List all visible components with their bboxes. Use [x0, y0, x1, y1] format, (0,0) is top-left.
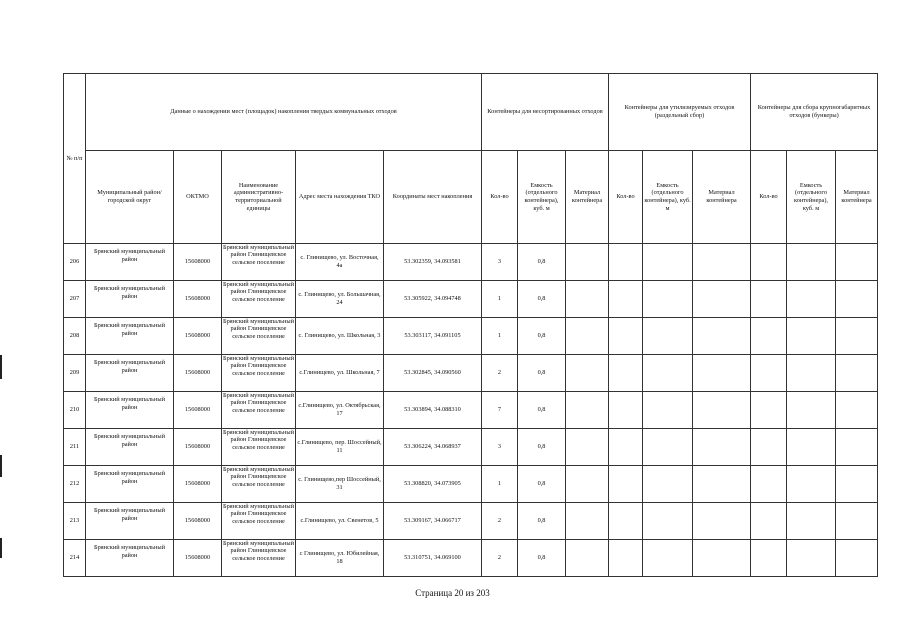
cell-capacity: 0,8: [518, 355, 566, 392]
cell-admin: Брянский муниципальный район Глинищевское сельское поселение: [222, 244, 296, 281]
table-row: [64, 355, 878, 392]
cell-admin: Брянский муниципальный район Глинищевское сельское поселение: [222, 503, 296, 540]
site-data-group-header: Данные о нахождении мест (площадок) накопления твердых коммунальных отходов: [86, 74, 482, 151]
cell-qty: 1: [482, 466, 518, 503]
cell-coords: 53.303117, 34.091105: [384, 318, 482, 355]
empty-cell: [643, 429, 693, 466]
bulky-containers-group-header: Контейнеры для сбора крупногабаритных отходов (бункеры): [751, 74, 878, 151]
empty-cell: [693, 355, 751, 392]
empty-cell: [643, 244, 693, 281]
left-edge-mark: [0, 455, 2, 477]
col-admin-unit-header: Наименование административно-территориальной единицы: [222, 151, 296, 244]
cell-capacity: 0,8: [518, 466, 566, 503]
cell-qty: 7: [482, 392, 518, 429]
empty-cell: [643, 281, 693, 318]
cell-admin: Брянский муниципальный район Глинищевское сельское поселение: [222, 355, 296, 392]
empty-cell: [566, 466, 609, 503]
cell-coords: 53.306224, 34.068937: [384, 429, 482, 466]
cell-coords: 53.309167, 34.066717: [384, 503, 482, 540]
empty-cell: [693, 392, 751, 429]
cell-oktmo: 15608000: [174, 281, 222, 318]
empty-cell: [787, 355, 836, 392]
cell-coords: 53.310751, 34.069100: [384, 540, 482, 577]
empty-cell: [609, 355, 643, 392]
cell-admin: Брянский муниципальный район Глинищевское сельское поселение: [222, 466, 296, 503]
header-columns-row: [64, 151, 878, 244]
table-row: [64, 244, 878, 281]
cell-address: с. Глинищево, ул. Школьная, 3: [296, 318, 384, 355]
cell-admin: Брянский муниципальный район Глинищевское сельское поселение: [222, 429, 296, 466]
table-row: [64, 540, 878, 577]
empty-cell: [693, 429, 751, 466]
cell-address: с. Глинищево, ул. Большачная, 24: [296, 281, 384, 318]
cell-oktmo: 15608000: [174, 244, 222, 281]
cell-admin: Брянский муниципальный район Глинищевское сельское поселение: [222, 318, 296, 355]
col-capacity2-header: Емкость (отдельного контейнера), куб. м: [643, 151, 693, 244]
col-material-header: Материал контейнера: [566, 151, 609, 244]
col-capacity-header: Емкость (отдельного контейнера), куб. м: [518, 151, 566, 244]
cell-oktmo: 15608000: [174, 392, 222, 429]
empty-cell: [836, 429, 878, 466]
cell-municipality: Брянский муниципальный район: [86, 466, 174, 503]
cell-oktmo: 15608000: [174, 355, 222, 392]
cell-municipality: Брянский муниципальный район: [86, 355, 174, 392]
empty-cell: [751, 540, 787, 577]
empty-cell: [693, 244, 751, 281]
col-address-header: Адрес места нахождения ТКО: [296, 151, 384, 244]
cell-num: 213: [64, 503, 86, 540]
empty-cell: [836, 355, 878, 392]
cell-address: с. Глинищево, ул. Восточная, 4а: [296, 244, 384, 281]
empty-cell: [643, 503, 693, 540]
empty-cell: [609, 429, 643, 466]
col-oktmo-header: ОКТМО: [174, 151, 222, 244]
cell-capacity: 0,8: [518, 318, 566, 355]
cell-qty: 1: [482, 318, 518, 355]
left-edge-mark: [0, 355, 2, 379]
table-row: [64, 466, 878, 503]
cell-municipality: Брянский муниципальный район: [86, 281, 174, 318]
cell-num: 211: [64, 429, 86, 466]
cell-qty: 2: [482, 355, 518, 392]
cell-qty: 3: [482, 429, 518, 466]
empty-cell: [609, 244, 643, 281]
empty-cell: [609, 281, 643, 318]
left-edge-mark: [0, 538, 2, 558]
cell-num: 209: [64, 355, 86, 392]
empty-cell: [787, 429, 836, 466]
table-body: [64, 244, 878, 577]
empty-cell: [836, 503, 878, 540]
empty-cell: [836, 318, 878, 355]
empty-cell: [751, 318, 787, 355]
cell-municipality: Брянский муниципальный район: [86, 318, 174, 355]
cell-municipality: Брянский муниципальный район: [86, 392, 174, 429]
cell-capacity: 0,8: [518, 429, 566, 466]
empty-cell: [787, 540, 836, 577]
empty-cell: [609, 392, 643, 429]
cell-oktmo: 15608000: [174, 466, 222, 503]
cell-capacity: 0,8: [518, 281, 566, 318]
table-row: [64, 392, 878, 429]
empty-cell: [751, 244, 787, 281]
empty-cell: [609, 318, 643, 355]
table-row: [64, 429, 878, 466]
empty-cell: [566, 429, 609, 466]
cell-municipality: Брянский муниципальный район: [86, 244, 174, 281]
cell-coords: 53.308820, 34.073905: [384, 466, 482, 503]
cell-coords: 53.302359, 34.093581: [384, 244, 482, 281]
sorted-containers-group-header: Контейнеры для утилизируемых отходов (раздельный сбор): [609, 74, 751, 151]
empty-cell: [751, 281, 787, 318]
table-row: [64, 503, 878, 540]
empty-cell: [693, 540, 751, 577]
cell-num: 206: [64, 244, 86, 281]
cell-admin: Брянский муниципальный район Глинищевское сельское поселение: [222, 392, 296, 429]
empty-cell: [643, 466, 693, 503]
empty-cell: [566, 540, 609, 577]
empty-cell: [836, 540, 878, 577]
cell-address: с. Глинищево,пер Шоссейный, 31: [296, 466, 384, 503]
col-municipality-header: Муниципальный район/городской округ: [86, 151, 174, 244]
cell-num: 214: [64, 540, 86, 577]
cell-address: с.Глинищево, ул. Октябрьская, 17: [296, 392, 384, 429]
empty-cell: [787, 244, 836, 281]
empty-cell: [787, 281, 836, 318]
cell-coords: 53.303894, 34.088310: [384, 392, 482, 429]
empty-cell: [751, 392, 787, 429]
cell-municipality: Брянский муниципальный район: [86, 503, 174, 540]
empty-cell: [566, 244, 609, 281]
page-number: Страница 20 из 203: [415, 588, 490, 598]
empty-cell: [566, 281, 609, 318]
empty-cell: [566, 392, 609, 429]
table-row: [64, 281, 878, 318]
empty-cell: [836, 392, 878, 429]
cell-admin: Брянский муниципальный район Глинищевское сельское поселение: [222, 281, 296, 318]
cell-oktmo: 15608000: [174, 503, 222, 540]
empty-cell: [693, 466, 751, 503]
empty-cell: [751, 355, 787, 392]
cell-coords: 53.305922, 34.094748: [384, 281, 482, 318]
empty-cell: [751, 503, 787, 540]
cell-address: с.Глинищево, пер. Шоссейный, 11: [296, 429, 384, 466]
cell-municipality: Брянский муниципальный район: [86, 540, 174, 577]
empty-cell: [787, 318, 836, 355]
empty-cell: [787, 392, 836, 429]
col-coords-header: Координаты мест накопления: [384, 151, 482, 244]
cell-capacity: 0,8: [518, 392, 566, 429]
cell-qty: 2: [482, 540, 518, 577]
col-number-header: № п/п: [64, 74, 86, 244]
cell-num: 207: [64, 281, 86, 318]
cell-coords: 53.302845, 34.090560: [384, 355, 482, 392]
cell-admin: Брянский муниципальный район Глинищевское сельское поселение: [222, 540, 296, 577]
unsorted-containers-group-header: Контейнеры для несортированных отходов: [482, 74, 609, 151]
cell-oktmo: 15608000: [174, 318, 222, 355]
waste-sites-table: [63, 73, 878, 577]
cell-oktmo: 15608000: [174, 429, 222, 466]
col-qty-header: Кол-во: [482, 151, 518, 244]
table-row: [64, 318, 878, 355]
empty-cell: [836, 281, 878, 318]
empty-cell: [787, 466, 836, 503]
col-qty2-header: Кол-во: [609, 151, 643, 244]
cell-qty: 2: [482, 503, 518, 540]
cell-address: с.Глинищево, ул. Свенетов, 5: [296, 503, 384, 540]
empty-cell: [643, 355, 693, 392]
cell-address: с Глинищево, ул. Юбилейная, 18: [296, 540, 384, 577]
empty-cell: [609, 540, 643, 577]
cell-qty: 1: [482, 281, 518, 318]
cell-oktmo: 15608000: [174, 540, 222, 577]
cell-municipality: Брянский муниципальный район: [86, 429, 174, 466]
empty-cell: [566, 503, 609, 540]
cell-capacity: 0,8: [518, 540, 566, 577]
col-qty3-header: Кол-во: [751, 151, 787, 244]
empty-cell: [693, 281, 751, 318]
col-material2-header: Материал контейнера: [693, 151, 751, 244]
cell-num: 212: [64, 466, 86, 503]
header-group-row: [64, 74, 878, 151]
empty-cell: [643, 392, 693, 429]
cell-num: 210: [64, 392, 86, 429]
cell-capacity: 0,8: [518, 503, 566, 540]
cell-capacity: 0,8: [518, 244, 566, 281]
empty-cell: [836, 466, 878, 503]
empty-cell: [566, 318, 609, 355]
empty-cell: [836, 244, 878, 281]
empty-cell: [643, 318, 693, 355]
empty-cell: [693, 318, 751, 355]
col-capacity3-header: Емкость (отдельного контейнера), куб. м: [787, 151, 836, 244]
empty-cell: [643, 540, 693, 577]
cell-num: 208: [64, 318, 86, 355]
col-material3-header: Материал контейнера: [836, 151, 878, 244]
cell-address: с.Глинищево, ул. Школьная, 7: [296, 355, 384, 392]
empty-cell: [787, 503, 836, 540]
empty-cell: [609, 466, 643, 503]
cell-qty: 3: [482, 244, 518, 281]
empty-cell: [751, 466, 787, 503]
empty-cell: [566, 355, 609, 392]
empty-cell: [751, 429, 787, 466]
empty-cell: [693, 503, 751, 540]
empty-cell: [609, 503, 643, 540]
